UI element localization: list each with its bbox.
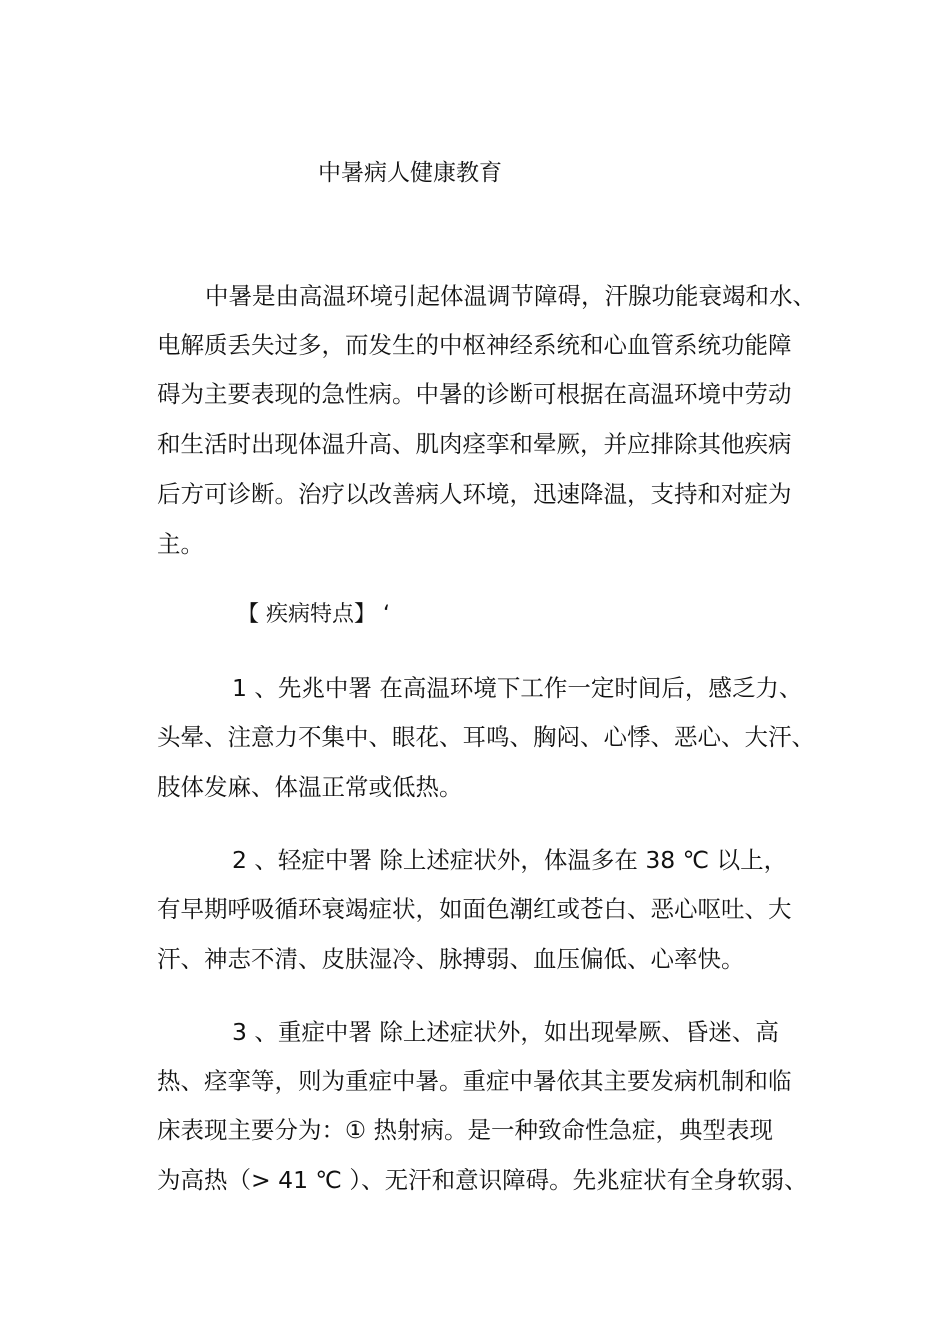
item2-line-2: 有早期呼吸循环衰竭症状，如面色潮红或苍白、恶心呕吐、大 — [157, 895, 792, 923]
item3-line-2: 热、痉挛等，则为重症中暑。重症中暑依其主要发病机制和临 — [157, 1067, 792, 1095]
intro-line-1: 中暑是由高温环境引起体温调节障碍，汗腺功能衰竭和水、 — [205, 282, 816, 310]
item1-line-2: 头晕、注意力不集中、眼花、耳鸣、胸闷、心悸、恶心、大汗、 — [157, 723, 815, 751]
item1-line-1: 1 、先兆中署 在高温环境下工作一定时间后，感乏力、 — [232, 674, 803, 702]
intro-line-4: 和生活时出现体温升高、肌肉痉挛和晕厥，并应排除其他疾病 — [157, 430, 792, 458]
item3-line-4: 为高热（> 41 ℃ ）、无汗和意识障碍。先兆症状有全身软弱、 — [157, 1166, 808, 1194]
item3-line-3: 床表现主要分为：① 热射病。是一种致命性急症，典型表现 — [157, 1116, 774, 1144]
item2-line-3: 汗、神志不清、皮肤湿冷、脉搏弱、血压偏低、心率快。 — [157, 945, 745, 973]
intro-line-2: 电解质丢失过多，而发生的中枢神经系统和心血管系统功能障 — [157, 331, 792, 359]
document-title: 中暑病人健康教育 — [318, 160, 502, 186]
intro-line-3: 碍为主要表现的急性病。中暑的诊断可根据在高温环境中劳动 — [157, 380, 792, 408]
intro-line-6: 主。 — [157, 530, 204, 558]
item2-line-1: 2 、轻症中署 除上述症状外，体温多在 38 ℃ 以上， — [232, 846, 788, 874]
intro-line-5: 后方可诊断。治疗以改善病人环境，迅速降温，支持和对症为 — [157, 480, 792, 508]
item3-line-1: 3 、重症中署 除上述症状外，如出现晕厥、昏迷、高 — [232, 1018, 779, 1046]
item1-line-3: 肢体发麻、体温正常或低热。 — [157, 773, 463, 801]
section-heading: 【 疾病特点】 ‘ — [237, 602, 390, 627]
